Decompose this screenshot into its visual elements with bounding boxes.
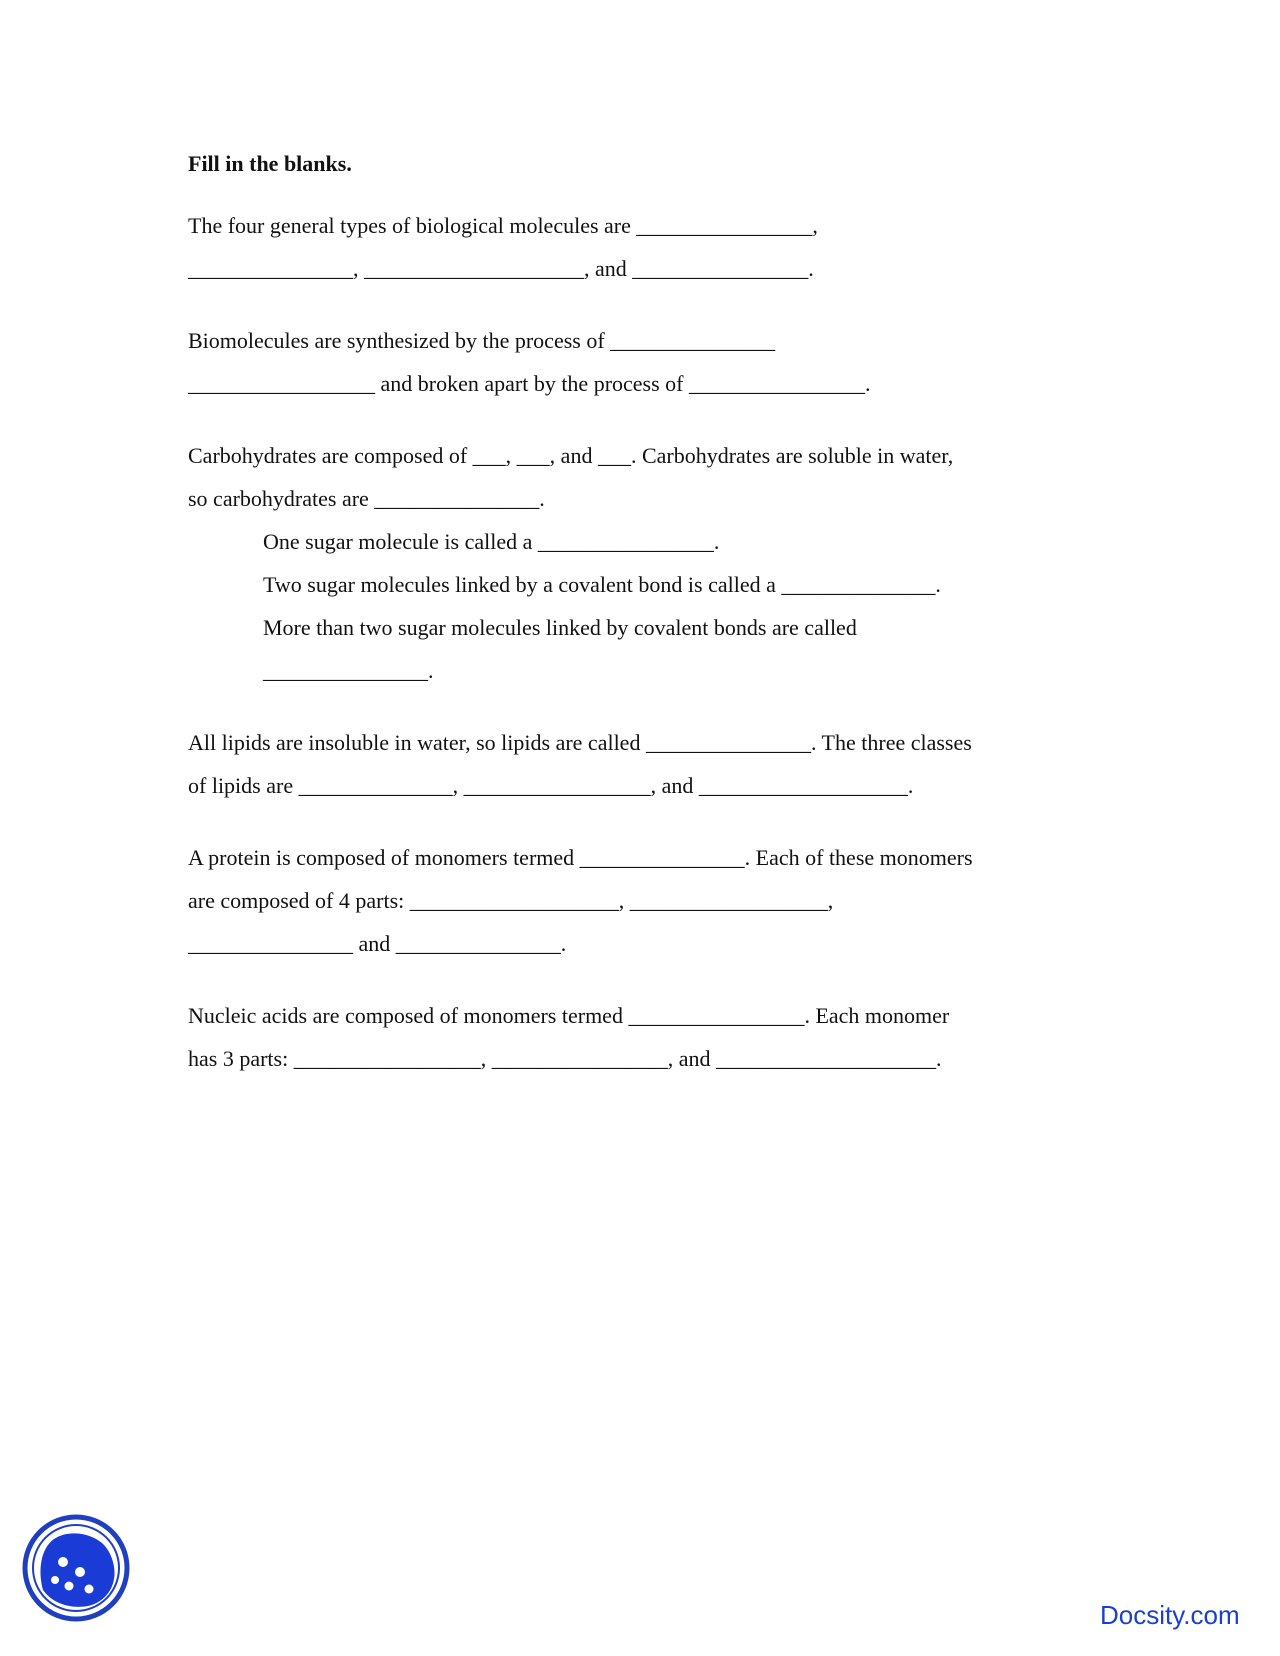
indented-text-line: Two sugar molecules linked by a covalent bond is called a ______________. [263, 572, 941, 597]
text-line: Nucleic acids are composed of monomers termed ________________. Each monomer [188, 1003, 950, 1028]
text-line: The four general types of biological molecules are ________________, [188, 213, 818, 238]
paragraph-biomolecule-types [188, 204, 1108, 290]
paragraph-proteins [188, 836, 1108, 965]
text-line: _________________ and broken apart by the process of ________________. [188, 371, 871, 396]
paragraph-synthesis [188, 319, 1108, 405]
indented-text-line: _______________. [263, 658, 434, 683]
text-line: A protein is composed of monomers termed _______________. Each of these monomers [188, 845, 973, 870]
text-line: of lipids are ______________, _________________, and ___________________. [188, 773, 914, 798]
paragraph-carbohydrates [188, 434, 1108, 692]
text-line: has 3 parts: _________________, ________________, and ____________________. [188, 1046, 942, 1071]
text-line: Biomolecules are synthesized by the process of _______________ [188, 328, 776, 353]
docsity-logo-icon [20, 1512, 132, 1624]
text-line: are composed of 4 parts: ___________________, __________________, [188, 888, 834, 913]
text-line: _______________, ____________________, and ________________. [188, 256, 814, 281]
docsity-brand-link[interactable]: Docsity.com [1100, 1600, 1240, 1630]
worksheet-content [188, 150, 1108, 1109]
indented-text-line: One sugar molecule is called a ________________. [263, 529, 720, 554]
paragraph-lipids [188, 721, 1108, 807]
text-line: Carbohydrates are composed of ___, ___, and ___. Carbohydrates are soluble in water, [188, 443, 954, 468]
text-line: _______________ and _______________. [188, 931, 567, 956]
text-line: so carbohydrates are _______________. [188, 486, 545, 511]
paragraph-nucleic-acids [188, 994, 1108, 1080]
indented-text-line: More than two sugar molecules linked by covalent bonds are called [263, 615, 857, 640]
worksheet-title: Fill in the blanks. [188, 151, 352, 176]
text-line: All lipids are insoluble in water, so lipids are called _______________. The three classes [188, 730, 972, 755]
